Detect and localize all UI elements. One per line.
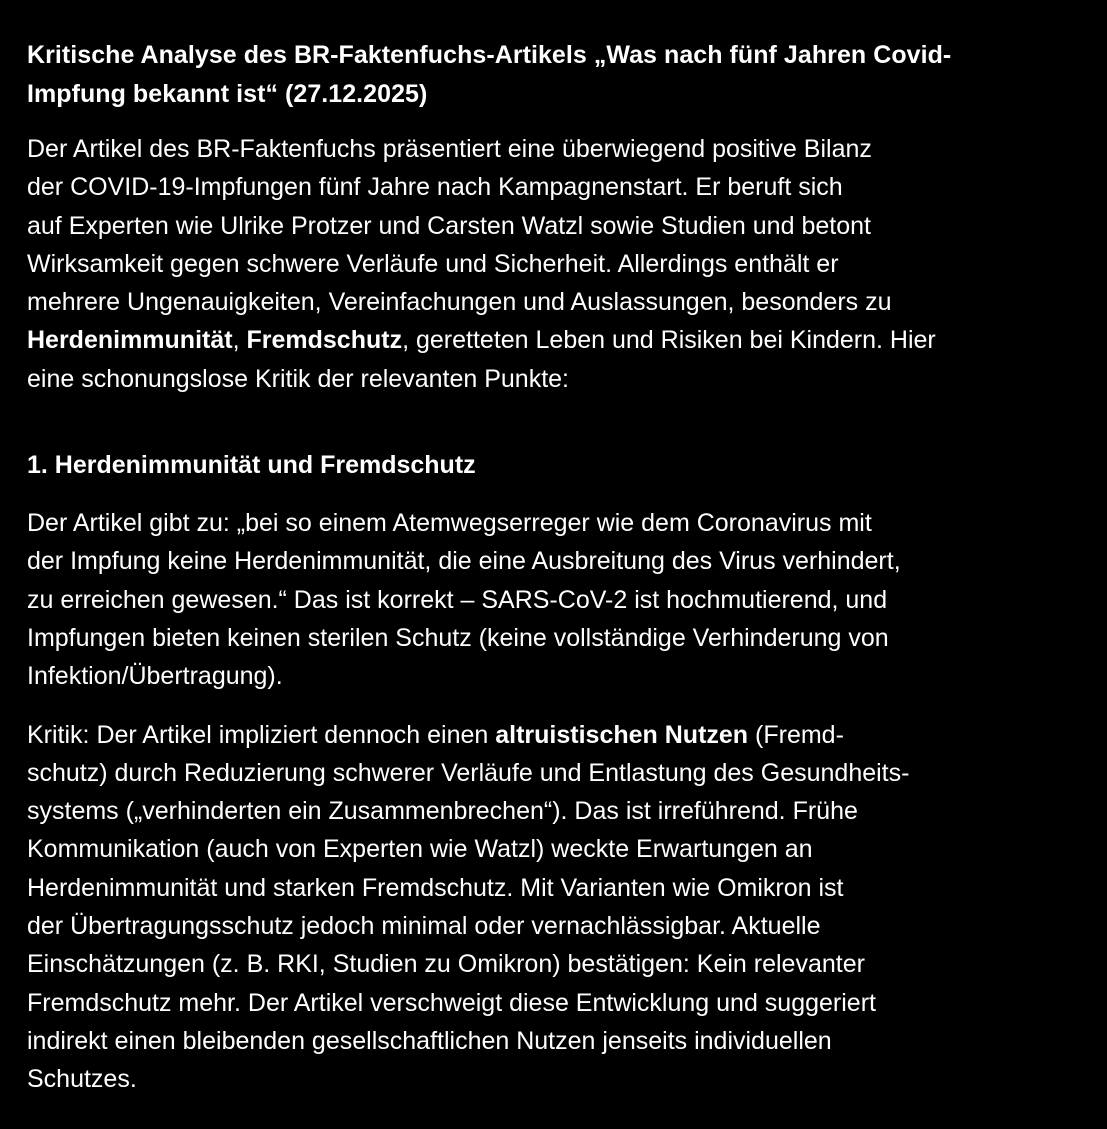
section-heading: 1. Herdenimmunität und Fremdschutz — [27, 451, 476, 480]
text-line — [27, 321, 1069, 359]
bold-term-fremdschutz: Fremdschutz — [246, 326, 403, 355]
section-paragraph-1 — [27, 504, 1069, 695]
text-line: eine schonungslose Kritik der relevanten Punkte: — [27, 364, 569, 393]
text-line: Schutzes. — [27, 1065, 137, 1094]
title-line: Impfung bekannt ist“ (27.12.2025) — [27, 79, 428, 108]
text-fragment: , geretteten Leben und Risiken bei Kindern. Hier — [402, 326, 936, 355]
bold-term-altruistischer-nutzen: altruistischen Nutzen — [495, 720, 749, 749]
text-line: Der Artikel des BR-Faktenfuchs präsentiert eine überwiegend positive Bilanz — [27, 135, 872, 163]
text-line — [27, 716, 1069, 754]
text-fragment: (Fremd- — [748, 720, 844, 749]
text-line: schutz) durch Reduzierung schwerer Verläufe und Entlastung des Gesundheits- — [27, 758, 910, 787]
document-title — [27, 36, 1069, 113]
text-line: indirekt einen bleibenden gesellschaftlichen Nutzen jenseits individuellen — [27, 1026, 832, 1055]
bold-term-herdenimmunitaet: Herdenimmunität — [27, 326, 233, 355]
text-line: Der Artikel gibt zu: „bei so einem Atemwegserreger wie dem Coronavirus mit — [27, 509, 872, 538]
text-line: Impfungen bieten keinen sterilen Schutz (keine vollständige Verhinderung von — [27, 623, 889, 652]
text-line: Einschätzungen (z. B. RKI, Studien zu Omikron) bestätigen: Kein relevanter — [27, 950, 865, 979]
text-line: Herdenimmunität und starken Fremdschutz. Mit Varianten wie Omikron ist — [27, 873, 844, 902]
text-fragment: Kritik: Der Artikel impliziert dennoch einen — [27, 720, 496, 749]
separator: , — [232, 326, 247, 355]
title-line: Kritische Analyse des BR-Faktenfuchs-Artikels „Was nach fünf Jahren Covid- — [27, 41, 952, 69]
text-line: Wirksamkeit gegen schwere Verläufe und Sicherheit. Allerdings enthält er — [27, 249, 839, 278]
section-paragraph-2 — [27, 716, 1069, 1099]
text-line: Fremdschutz mehr. Der Artikel verschweigt diese Entwicklung und suggeriert — [27, 988, 876, 1017]
text-line: der Impfung keine Herdenimmunität, die eine Ausbreitung des Virus verhindert, — [27, 547, 901, 576]
text-line: systems („verhinderten ein Zusammenbrechen“). Das ist irreführend. Frühe — [27, 797, 858, 826]
text-line: der Übertragungsschutz jedoch minimal oder vernachlässigbar. Aktuelle — [27, 912, 821, 941]
text-line: Kommunikation (auch von Experten wie Watzl) weckte Erwartungen an — [27, 835, 813, 864]
intro-paragraph — [27, 130, 1069, 398]
text-line: der COVID-19-Impfungen fünf Jahre nach Kampagnenstart. Er beruft sich — [27, 173, 843, 202]
text-line: mehrere Ungenauigkeiten, Vereinfachungen und Auslassungen, besonders zu — [27, 288, 892, 317]
text-line: auf Experten wie Ulrike Protzer und Carsten Watzl sowie Studien und betont — [27, 211, 871, 240]
text-line: zu erreichen gewesen.“ Das ist korrekt – SARS-CoV-2 ist hochmutierend, und — [27, 585, 888, 614]
text-line: Infektion/Übertragung). — [27, 662, 283, 691]
